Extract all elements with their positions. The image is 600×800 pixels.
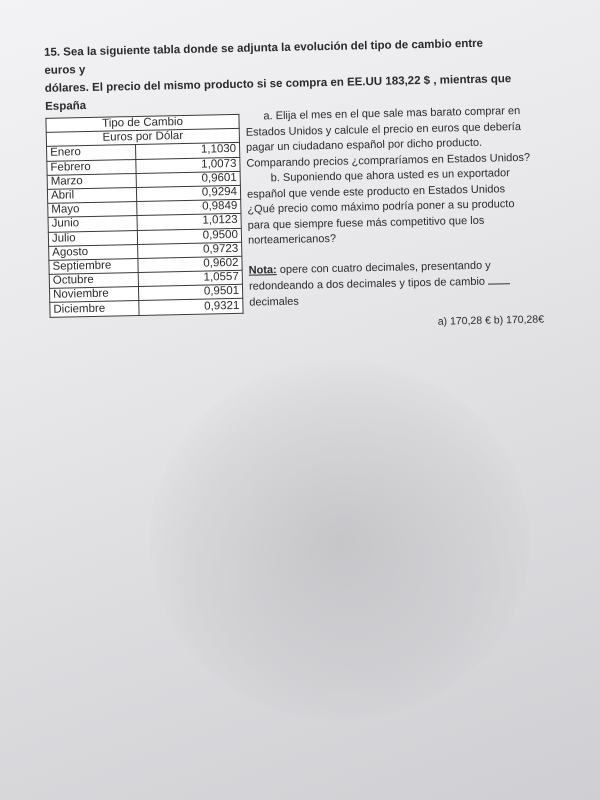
item-a-line-1: a. Elija el mes en el que sale mas barato comprar en <box>263 104 521 123</box>
month-cell: Mayo <box>48 202 137 218</box>
nota-text-1: opere con cuatro decimales, presentando y <box>276 259 491 276</box>
rate-cell: 0,9321 <box>139 299 243 315</box>
question-line-2: dólares. El precio del mismo producto si se compra en EE.UU 183,22 $ , mientras que España <box>44 73 512 113</box>
month-cell: Junio <box>48 216 137 232</box>
question-items <box>245 104 539 311</box>
item-b-line-1: b. Suponiendo que ahora usted es un exportador <box>270 167 510 185</box>
month-cell: Noviembre <box>49 287 138 303</box>
nota-text-2: redondeando a dos decimales y tipos de cambio <box>248 275 489 293</box>
item-a-line-3: pagar un ciudadano español por dicho producto. <box>245 136 483 154</box>
rate-cell: 0,9601 <box>136 171 240 187</box>
month-cell: Abril <box>47 187 136 203</box>
hand-shadow <box>150 360 530 720</box>
month-cell: Enero <box>47 145 136 161</box>
rate-cell: 1,0557 <box>138 270 242 286</box>
table-header-unit: Euros por Dólar <box>46 129 239 147</box>
rate-cell: 1,0073 <box>136 157 240 173</box>
rate-cell: 0,9849 <box>137 199 241 215</box>
handwritten-answers: a) 170,28 € b) 170,28€ <box>437 313 545 328</box>
rate-cell: 0,9500 <box>137 228 241 244</box>
month-cell: Octubre <box>49 273 138 289</box>
nota-label: Nota: <box>248 263 277 277</box>
rate-cell: 0,9602 <box>138 256 242 272</box>
exchange-rate-table <box>45 114 243 318</box>
question-line-1: 15. Sea la siguiente tabla donde se adjunta la evolución del tipo de cambio entre euros y <box>43 37 484 77</box>
month-cell: Septiembre <box>49 258 138 274</box>
item-b-line-3: ¿Qué precio como máximo podría poner a su producto <box>247 198 515 216</box>
month-cell: Diciembre <box>50 301 139 317</box>
rate-cell: 1,0123 <box>137 214 241 230</box>
rate-cell: 0,9501 <box>138 285 242 301</box>
item-b-line-4: para que siempre fuese más competitivo que los <box>247 214 485 232</box>
nota-line-3: decimales <box>249 295 299 309</box>
month-cell: Julio <box>48 230 137 246</box>
blank-line <box>488 273 510 284</box>
item-a-line-4: Comparando precios ¿compraríamos en Estados Unidos? <box>246 151 531 170</box>
month-cell: Febrero <box>47 159 136 175</box>
rate-cell: 0,9723 <box>138 242 242 258</box>
item-b-line-5: norteamericanos? <box>247 232 337 247</box>
month-cell: Marzo <box>47 173 136 189</box>
month-cell: Agosto <box>49 244 138 260</box>
item-b-line-2: español que vende este producto en Estados Unidos <box>246 182 506 201</box>
rate-cell: 0,9294 <box>136 185 240 201</box>
table-header-title: Tipo de Cambio <box>46 114 239 132</box>
rate-cell: 1,1030 <box>136 143 240 159</box>
item-a-line-2: Estados Unidos y calcule el precio en euros que debería <box>245 120 522 139</box>
